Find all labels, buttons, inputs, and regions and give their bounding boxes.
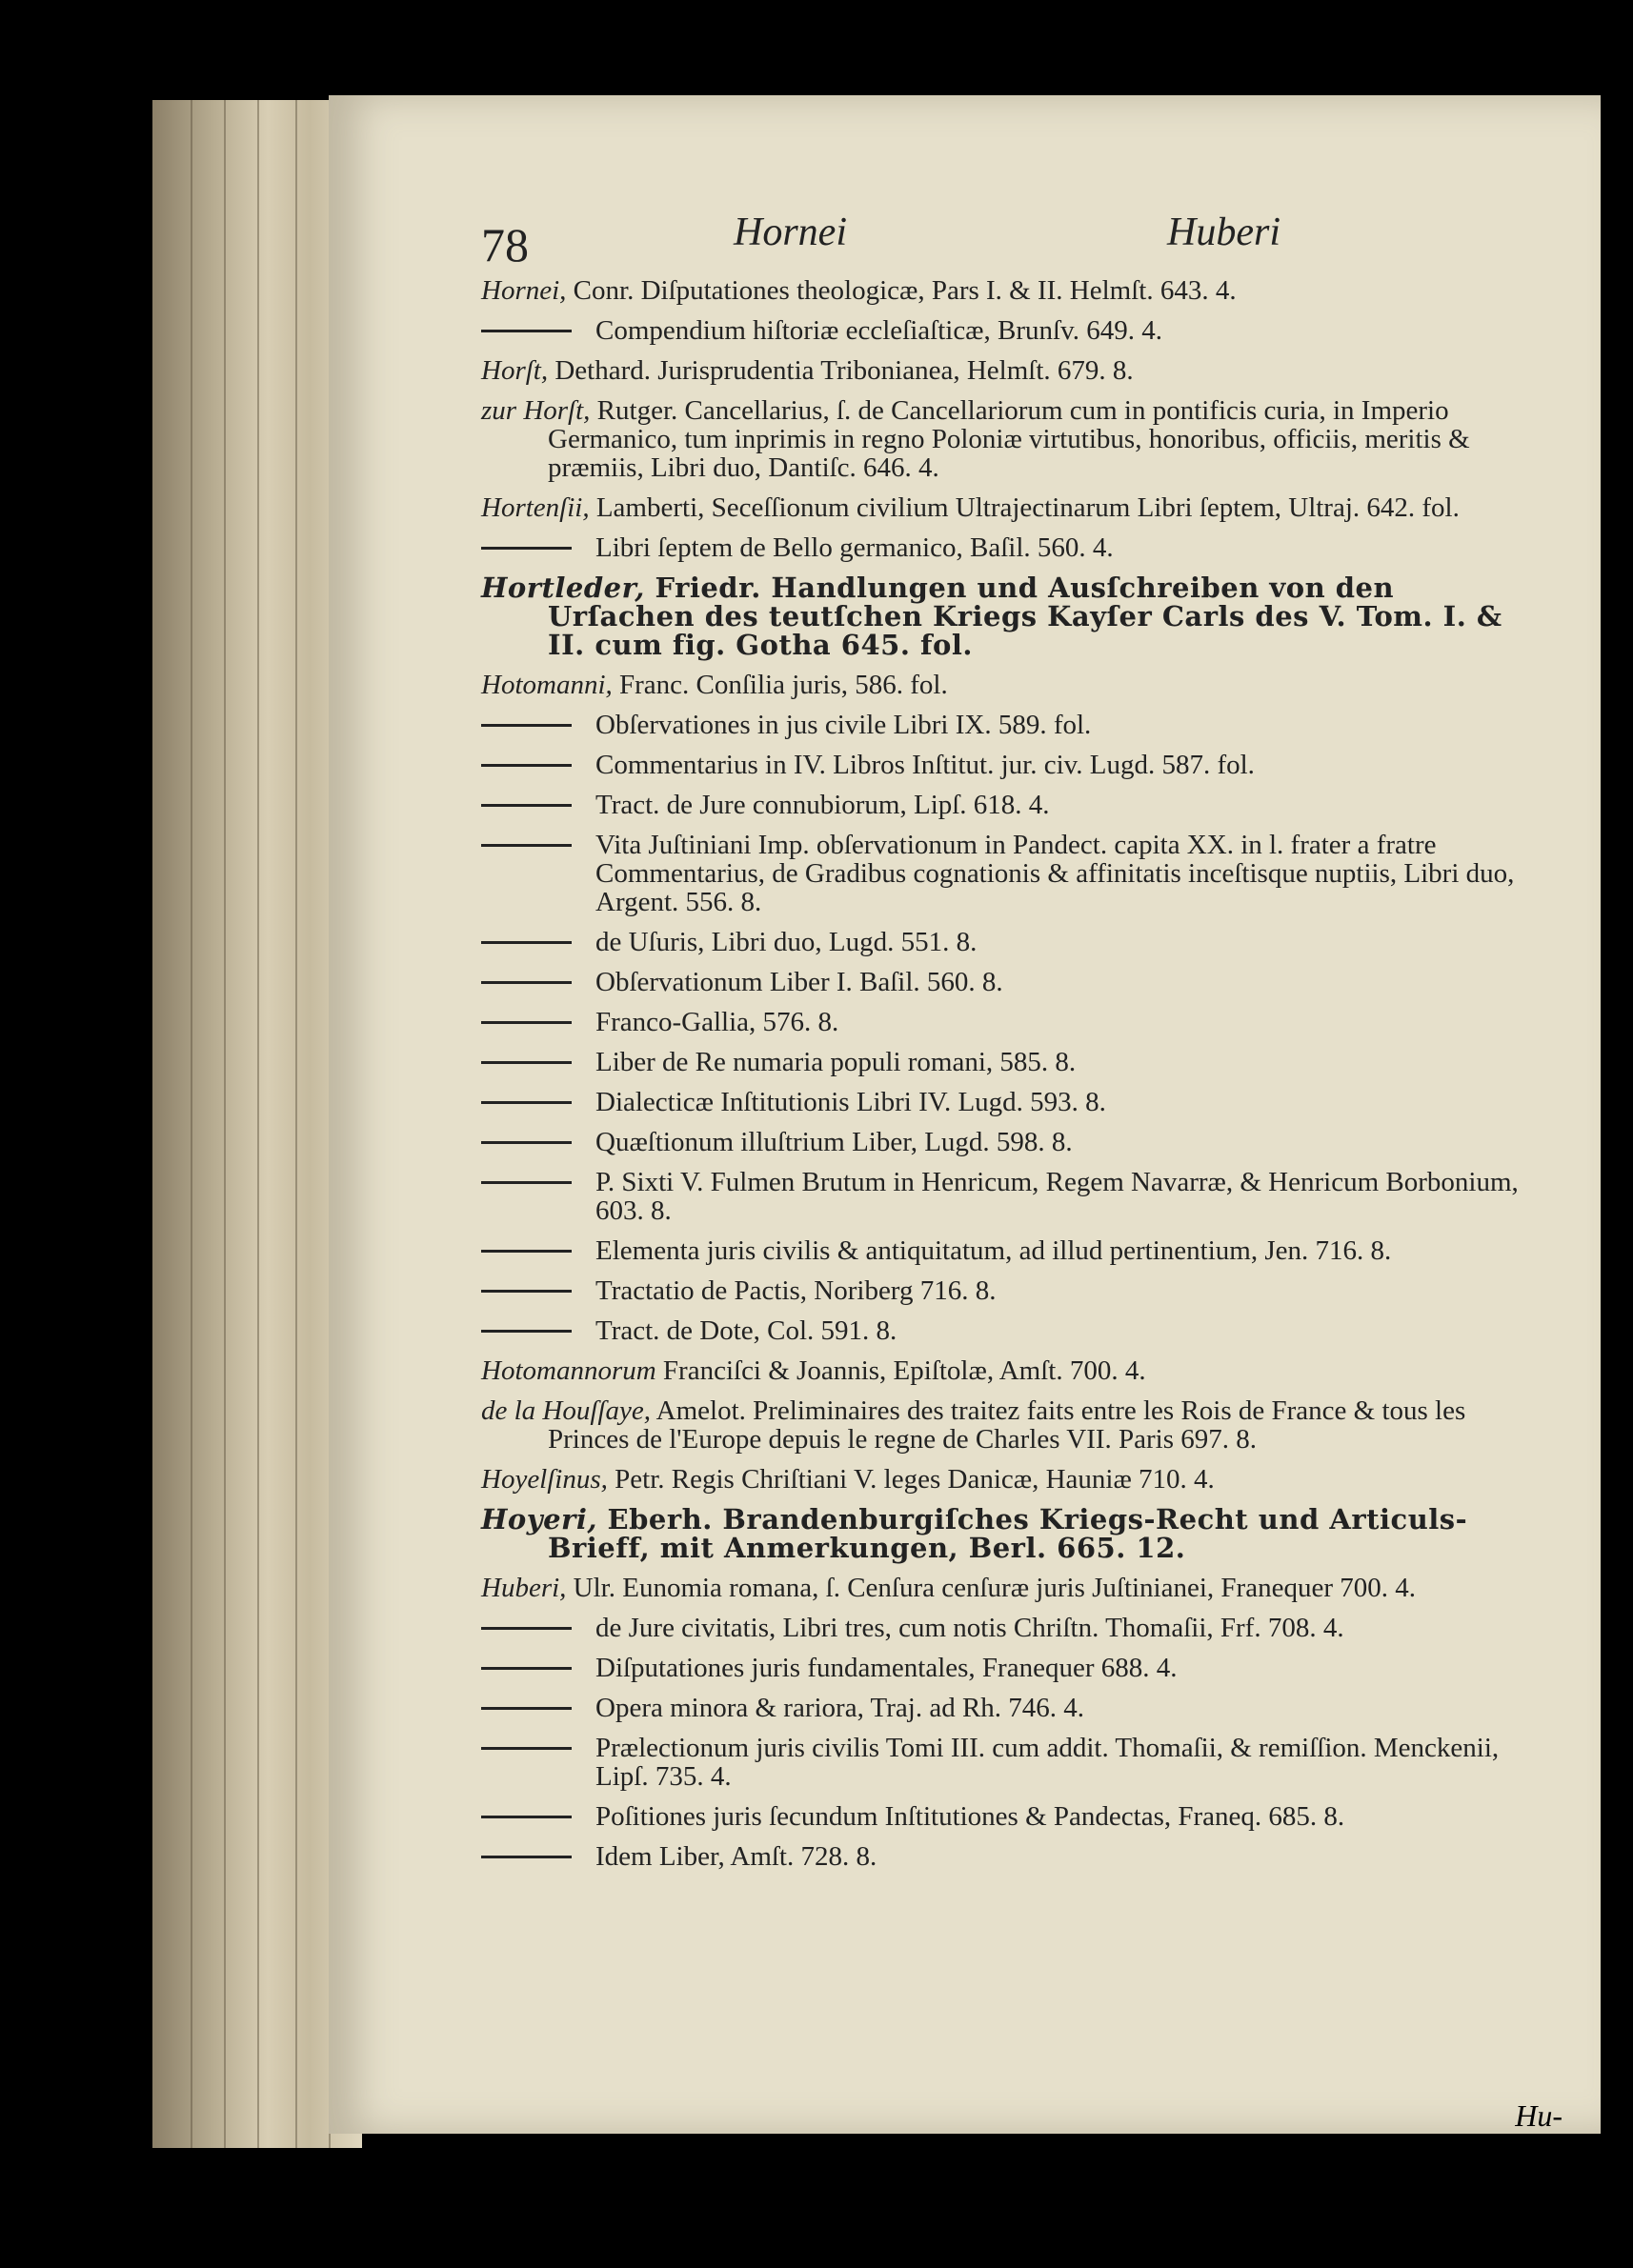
ditto-dash [481, 1021, 572, 1024]
main-entry [481, 1356, 1548, 1385]
ditto-dash [481, 1181, 572, 1184]
entry-text: Opera minora & rariora, Traj. ad Rh. 746. 4. [595, 1693, 1085, 1723]
sub-entry [481, 1654, 1548, 1682]
sub-entry [481, 316, 1548, 345]
ditto-dash [481, 330, 572, 332]
entry-text: Diſputationes juris fundamentales, Franequer 688. 4. [595, 1653, 1178, 1683]
entry-text: de Jure civitatis, Libri tres, cum notis Chriſtn. Thomaſii, Frf. 708. 4. [595, 1613, 1344, 1643]
main-entry [481, 1465, 1548, 1494]
entry-text: Eberh. Brandenburgiſches Kriegs-Recht und Articuls-Brieff, mit Anmerkungen, Berl. 665. 12. [548, 1503, 1468, 1564]
entry-text: Libri ſeptem de Bello germanico, Baſil. 560. 4. [595, 532, 1114, 563]
entry-author: Hoyeri, [481, 1503, 597, 1535]
sub-entry [481, 711, 1548, 739]
entry-author: Huberi, [481, 1573, 567, 1603]
ditto-dash [481, 1747, 572, 1750]
entry-text: Rutger. Cancellarius, ſ. de Cancellariorum cum in pontificis curia, in Imperio Germanico, tum inprimis in regno Poloniæ virtutibus, honoribus, officiis, meritis & præmiis, Libri duo, Dantiſc. 646. 4. [548, 395, 1470, 483]
sub-entry [481, 1842, 1548, 1871]
ditto-dash [481, 1856, 572, 1858]
sub-entry [481, 831, 1548, 916]
entry-text: Liber de Re numaria populi romani, 585. 8. [595, 1047, 1077, 1077]
ditto-dash [481, 1141, 572, 1144]
main-entry [481, 356, 1548, 385]
ditto-dash [481, 1061, 572, 1064]
ditto-dash [481, 1667, 572, 1670]
entry-text: Tract. de Jure connubiorum, Lipſ. 618. 4. [595, 790, 1050, 820]
entry-text: Conr. Diſputationes theologicæ, Pars I. & II. Helmſt. 643. 4. [566, 275, 1237, 306]
running-head [481, 200, 1548, 276]
entry-text: Franciſci & Joannis, Epiſtolæ, Amſt. 700. 4. [655, 1355, 1146, 1386]
main-entry [481, 276, 1548, 305]
sub-entry [481, 1694, 1548, 1722]
entry-text: P. Sixti V. Fulmen Brutum in Henricum, Regem Navarræ, & Henricum Borbonium, 603. 8. [595, 1167, 1519, 1226]
ditto-dash [481, 1816, 572, 1818]
entry-text: Tractatio de Pactis, Noriberg 716. 8. [595, 1275, 997, 1306]
ditto-dash [481, 941, 572, 944]
ditto-dash [481, 981, 572, 984]
ditto-dash [481, 1707, 572, 1710]
entry-text: Obſervationum Liber I. Baſil. 560. 8. [595, 967, 1003, 997]
main-entry [481, 1505, 1548, 1562]
entry-author: Hotomanni, [481, 670, 613, 700]
entry-author: Hortenſii, [481, 492, 590, 523]
entry-text: Petr. Regis Chriſtiani V. leges Danicæ, Hauniæ 710. 4. [607, 1464, 1215, 1495]
entry-text: Commentarius in IV. Libros Inſtitut. jur. civ. Lugd. 587. fol. [595, 750, 1255, 780]
entry-author: Hornei, [481, 275, 567, 306]
entry-author: zur Horſt, [481, 395, 591, 426]
entry-author: de la Houſſaye, [481, 1395, 651, 1426]
ditto-dash [481, 724, 572, 727]
entry-text: Dethard. Jurisprudentia Tribonianea, Helmſt. 679. 8. [548, 355, 1134, 386]
ditto-dash [481, 844, 572, 847]
sub-entry [481, 791, 1548, 819]
catchword: Hu- [1515, 2098, 1562, 2133]
sub-entry [481, 1048, 1548, 1076]
sub-entry [481, 1128, 1548, 1156]
entry-text: Franc. Conſilia juris, 586. fol. [612, 670, 948, 700]
ditto-dash [481, 1250, 572, 1253]
ditto-dash [481, 1627, 572, 1630]
main-entry [481, 396, 1548, 482]
ditto-dash [481, 1290, 572, 1293]
main-entry [481, 1574, 1548, 1602]
entry-author: Hotomannorum [481, 1355, 656, 1386]
sub-entry [481, 1008, 1548, 1036]
main-entry [481, 573, 1548, 659]
entry-text: de Uſuris, Libri duo, Lugd. 551. 8. [595, 927, 978, 957]
entry-text: Obſervationes in jus civile Libri IX. 589. fol. [595, 710, 1092, 740]
sub-entry [481, 928, 1548, 956]
book-page [329, 95, 1601, 2134]
entry-text: Amelot. Preliminaires des traitez faits entre les Rois de France & tous les Princes de l'Europe depuis le regne de Charles VII. Paris 697. 8. [548, 1395, 1466, 1455]
entry-author: Hoyelſinus, [481, 1464, 608, 1495]
ditto-dash [481, 764, 572, 767]
catalog-entries [481, 276, 1548, 1871]
entry-text: Idem Liber, Amſt. 728. 8. [595, 1841, 877, 1872]
entry-text: Lamberti, Seceſſionum civilium Ultrajectinarum Libri ſeptem, Ultraj. 642. fol. [589, 492, 1460, 523]
ditto-dash [481, 1330, 572, 1333]
sub-entry [481, 751, 1548, 779]
entry-text: Franco-Gallia, 576. 8. [595, 1007, 839, 1037]
sub-entry [481, 1734, 1548, 1791]
main-entry [481, 671, 1548, 699]
sub-entry [481, 1614, 1548, 1642]
main-entry [481, 1396, 1548, 1454]
running-head-left: Hornei [734, 211, 847, 254]
sub-entry [481, 533, 1548, 562]
entry-text: Tract. de Dote, Col. 591. 8. [595, 1315, 897, 1346]
running-head-right: Huberi [1167, 211, 1280, 254]
sub-entry [481, 1088, 1548, 1116]
entry-text: Friedr. Handlungen und Ausſchreiben von den Urſachen des teutſchen Kriegs Kayſer Carls des V. Tom. I. & II. cum fig. Gotha 645. fol. [548, 572, 1502, 661]
entry-author: Horſt, [481, 355, 549, 386]
entry-author: Hortleder, [481, 572, 645, 604]
page-number: 78 [481, 218, 529, 271]
entry-text: Vita Juſtiniani Imp. obſervationum in Pandect. capita XX. in l. frater a fratre Commentarius, de Gradibus cognationis & affinitatis inceſtisque nuptiis, Libri duo, Argent. 556. 8. [595, 830, 1515, 917]
entry-text: Elementa juris civilis & antiquitatum, ad illud pertinentium, Jen. 716. 8. [595, 1235, 1392, 1266]
entry-text: Compendium hiſtoriæ eccleſiaſticæ, Brunſv. 649. 4. [595, 315, 1162, 346]
sub-entry [481, 1236, 1548, 1265]
sub-entry [481, 1802, 1548, 1831]
sub-entry [481, 1168, 1548, 1225]
sub-entry [481, 968, 1548, 996]
ditto-dash [481, 547, 572, 550]
entry-text: Poſitiones juris ſecundum Inſtitutiones & Pandectas, Franeq. 685. 8. [595, 1801, 1345, 1832]
entry-text: Dialecticæ Inſtitutionis Libri IV. Lugd. 593. 8. [595, 1087, 1106, 1117]
ditto-dash [481, 804, 572, 807]
entry-text: Quæſtionum illuſtrium Liber, Lugd. 598. 8. [595, 1127, 1073, 1157]
entry-text: Ulr. Eunomia romana, ſ. Cenſura cenſuræ juris Juſtinianei, Franequer 700. 4. [566, 1573, 1416, 1603]
sub-entry [481, 1276, 1548, 1305]
entry-text: Prælectionum juris civilis Tomi III. cum addit. Thomaſii, & remiſſion. Menckenii, Lipſ. 735. 4. [595, 1733, 1500, 1792]
page-text-block [481, 200, 1548, 1882]
ditto-dash [481, 1101, 572, 1104]
sub-entry [481, 1316, 1548, 1345]
main-entry [481, 493, 1548, 522]
